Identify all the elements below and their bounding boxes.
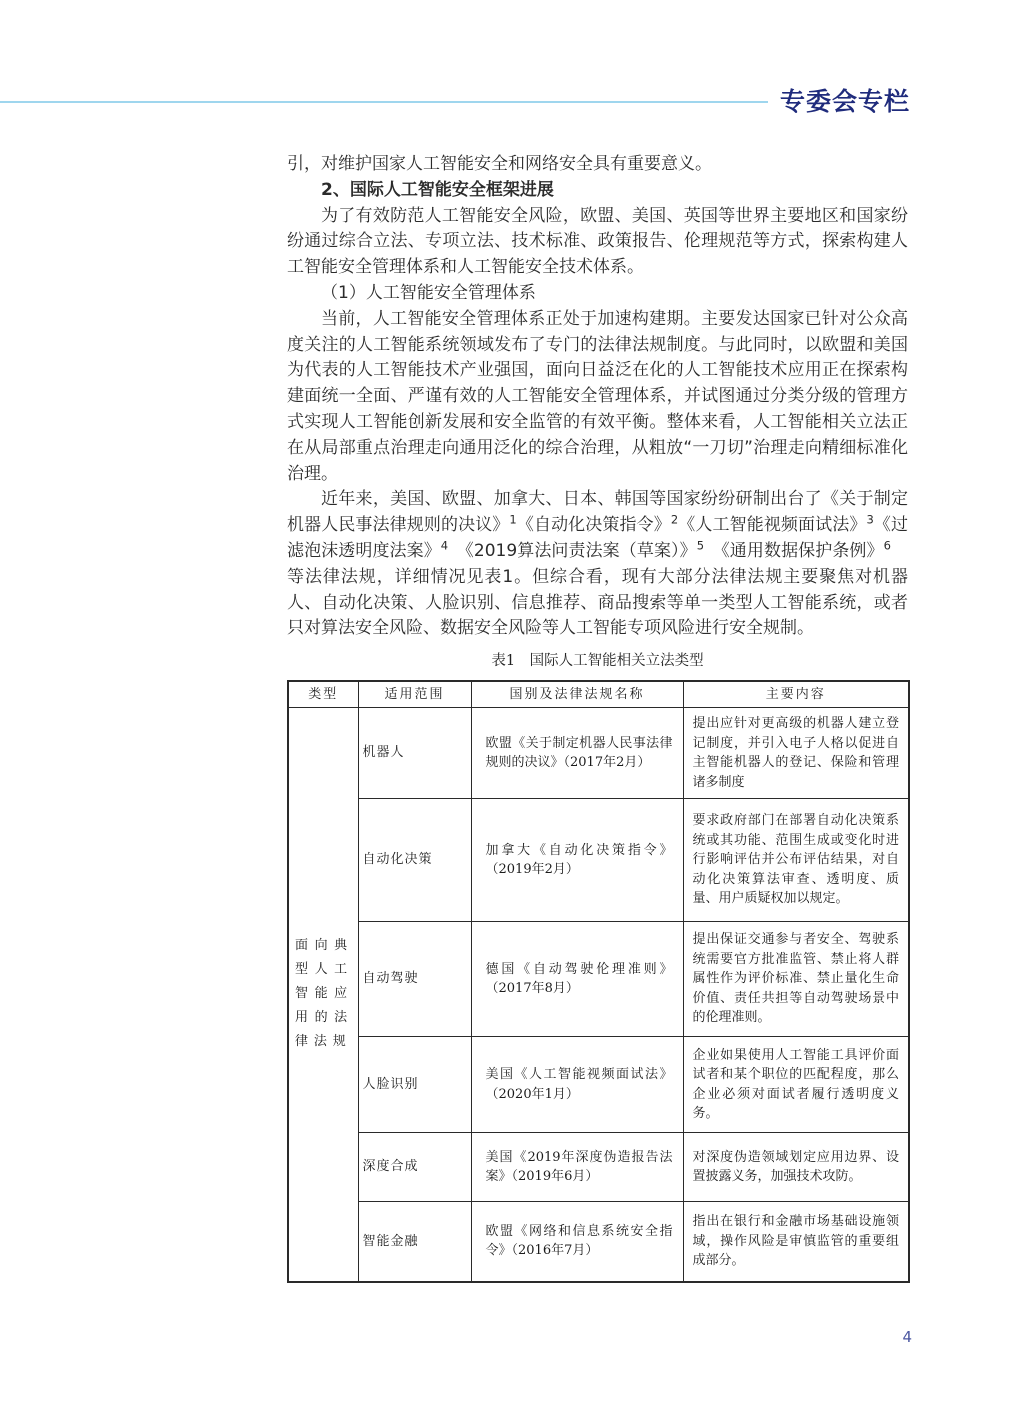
footnote-ref-3: 3 [866, 512, 874, 527]
footnote-ref-6: 6 [883, 538, 891, 553]
table-caption: 表1 国际人工智能相关立法类型 [491, 653, 704, 670]
legislation-table [287, 680, 910, 1283]
paragraph-with-footnotes [287, 487, 908, 642]
table-row [288, 1037, 909, 1133]
scope-cell: 人脸识别 [358, 1037, 471, 1133]
table-row [288, 1133, 909, 1202]
law-cell: 德国《自动驾驶伦理准则》（2017年8月） [471, 922, 683, 1037]
column-header-scope: 适用范围 [358, 681, 471, 708]
table-header-row [288, 681, 909, 708]
content-cell: 提出保证交通参与者安全、驾驶系统需要官方批准监管、禁止将人群属性作为评价标准、禁止量化生命价值、责任共担等自动驾驶场景中的伦理准则。 [683, 922, 909, 1037]
law-cell: 美国《人工智能视频面试法》（2020年1月） [471, 1037, 683, 1133]
body-content [287, 152, 908, 1283]
text-segment: 近年来，美国、欧盟、加拿大、日本、韩国等国家纷纷研制出台了《关于制定机器人民事法律规则的决议》 [287, 489, 908, 536]
table-row [288, 799, 909, 922]
footnote-ref-2: 2 [670, 512, 679, 527]
table-row [288, 922, 909, 1037]
type-group-cell [288, 708, 358, 1282]
text-segment: 《自动化决策指令》 [516, 515, 671, 536]
column-header-law: 国别及法律法规名称 [471, 681, 683, 708]
scope-cell: 深度合成 [358, 1133, 471, 1202]
footnote-ref-4: 4 [440, 538, 449, 553]
content-cell: 指出在银行和金融市场基础设施领域，操作风险是审慎监管的重要组成部分。 [683, 1202, 909, 1282]
footnote-ref-1: 1 [509, 512, 517, 527]
table-row [288, 1202, 909, 1282]
text-segment: 《通用数据保护条例》 [704, 540, 884, 561]
type-group-label: 面向典型人工智能应用的法律法规 [295, 938, 353, 1050]
content-cell: 提出应针对更高级的机器人建立登记制度，并引入电子人格以促进自主智能机器人的登记、保险和管理诸多制度 [683, 708, 909, 799]
scope-cell: 自动化决策 [358, 799, 471, 922]
content-cell: 要求政府部门在部署自动化决策系统或其功能、范围生成或变化时进行影响评估并公布评估结果，对自动化决策算法审查、透明度、质量、用户质疑权加以规定。 [683, 799, 909, 922]
text-segment: 《人工智能视频面试法》 [678, 515, 867, 536]
text-segment: 《2019算法问责法案（草案）》 [448, 540, 697, 561]
column-header-type: 类型 [288, 681, 358, 708]
scope-cell: 机器人 [358, 708, 471, 799]
text-segment: 等法律法规，详细情况见表1。但综合看，现有大部分法律法规主要聚焦对机器人、自动化决策、人脸识别、信息推荐、商品搜索等单一类型人工智能系统，或者只对算法安全风险、数据安全风险等人工智能专项风险进行安全规制。 [287, 540, 909, 639]
page-header-title: 专委会专栏 [779, 87, 910, 116]
law-cell: 欧盟《关于制定机器人民事法律规则的决议》（2017年2月） [471, 708, 683, 799]
header-rule-line [0, 101, 768, 103]
paragraph: 当前，人工智能安全管理体系正处于加速构建期。主要发达国家已针对公众高度关注的人工智能系统领域发布了专门的法律法规制度。与此同时，以欧盟和美国为代表的人工智能技术产业强国，面向日益泛在化的人工智能技术应用正在探索构建面统一全面、严谨有效的人工智能安全管理体系，并试图通过分类分级的管理方式实现人工智能创新发展和安全监管的有效平衡。整体来看，人工智能相关立法正在从局部重点治理走向通用泛化的综合治理，从粗放“一刀切”治理走向精细标准化治理。 [287, 308, 908, 484]
column-header-content: 主要内容 [683, 681, 909, 708]
subsection-heading: （1）人工智能安全管理体系 [321, 282, 536, 303]
scope-cell: 智能金融 [358, 1202, 471, 1282]
paragraph-continuation: 引，对维护国家人工智能安全和网络安全具有重要意义。 [287, 154, 712, 174]
section-heading: 2、国际人工智能安全框架进展 [321, 179, 554, 200]
table-row [288, 708, 909, 799]
law-cell: 美国《2019年深度伪造报告法案》（2019年6月） [471, 1133, 683, 1202]
page-number: 4 [902, 1328, 912, 1346]
paragraph: 为了有效防范人工智能安全风险，欧盟、美国、英国等世界主要地区和国家纷纷通过综合立法、专项立法、技术标准、政策报告、伦理规范等方式，探索构建人工智能安全管理体系和人工智能安全技术体系。 [287, 205, 908, 278]
footnote-ref-5: 5 [696, 538, 705, 553]
law-cell: 欧盟《网络和信息系统安全指令》（2016年7月） [471, 1202, 683, 1282]
content-cell: 企业如果使用人工智能工具评价面试者和某个职位的匹配程度，那么企业必须对面试者履行透明度义务。 [683, 1037, 909, 1133]
scope-cell: 自动驾驶 [358, 922, 471, 1037]
law-cell: 加拿大《自动化决策指令》（2019年2月） [471, 799, 683, 922]
content-cell: 对深度伪造领域划定应用边界、设置披露义务，加强技术攻防。 [683, 1133, 909, 1202]
text-segment: 《过滤泡沫透明度法案》 [287, 515, 909, 561]
